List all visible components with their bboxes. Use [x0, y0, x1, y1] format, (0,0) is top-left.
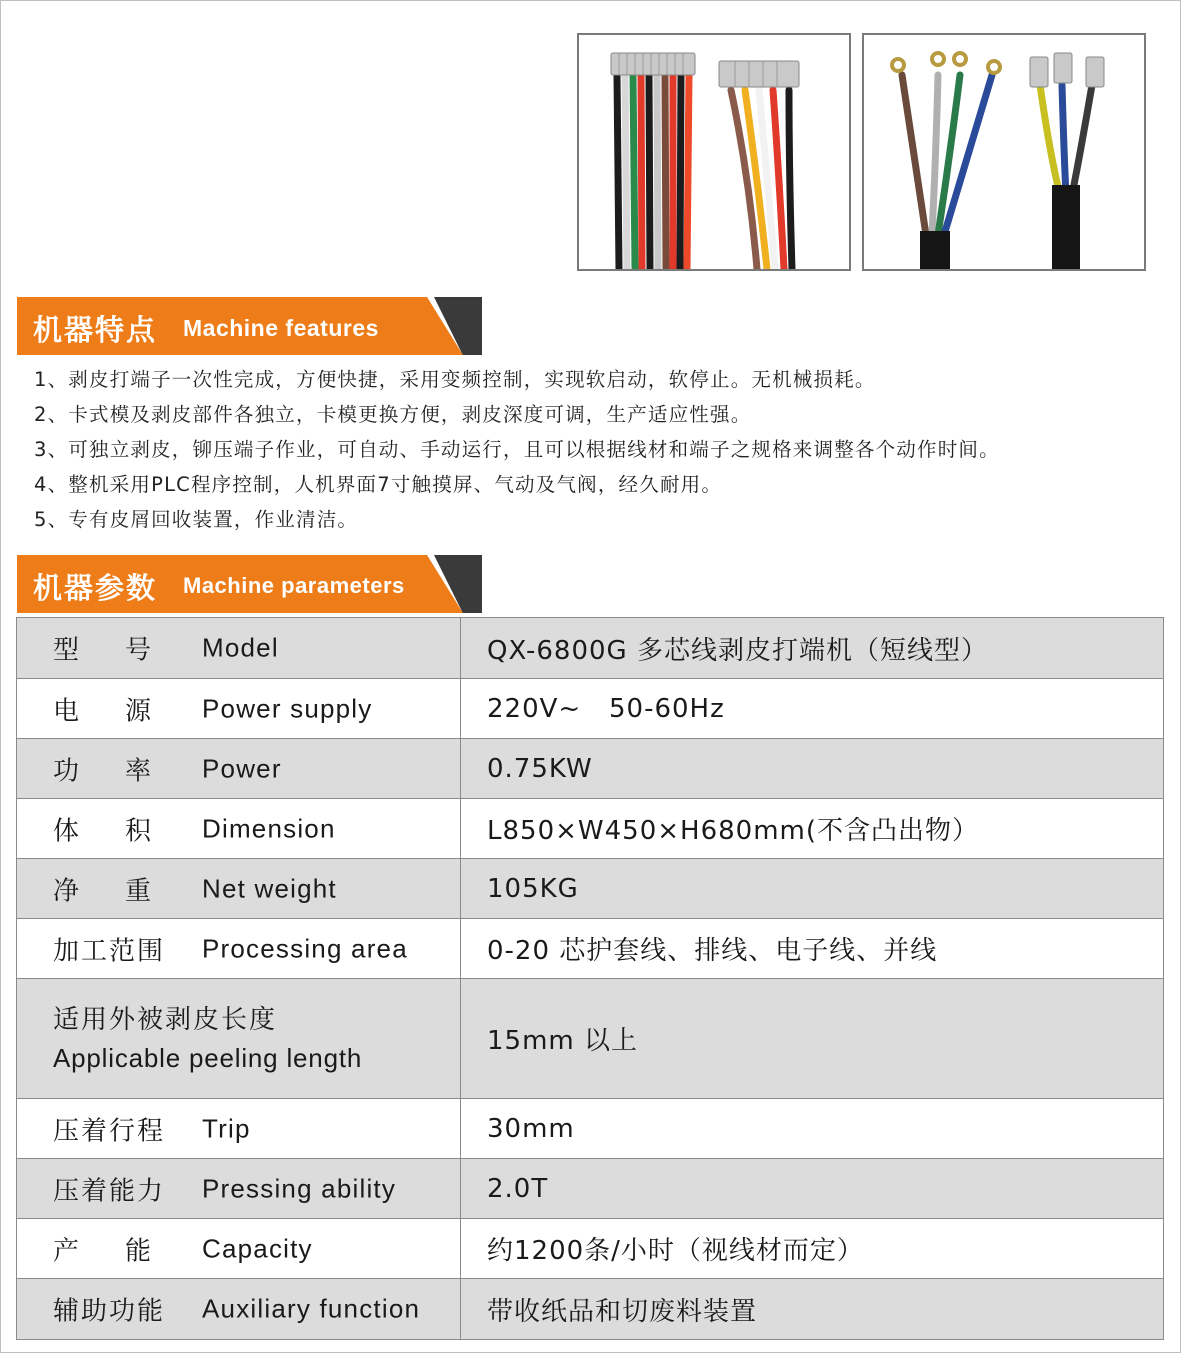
features-title-en: Machine features [183, 315, 379, 341]
params-banner [17, 555, 482, 615]
param-label-cell [17, 799, 461, 859]
param-value: 0-20 芯护套线、排线、电子线、并线 [461, 919, 1164, 979]
table-row [17, 1159, 1164, 1219]
param-value: 105KG [461, 859, 1164, 919]
wire-harness-photo-right [862, 33, 1146, 271]
table-row [17, 799, 1164, 859]
param-label-two-line [53, 1001, 362, 1077]
table-row [17, 859, 1164, 919]
param-value: 带收纸品和切废料装置 [461, 1279, 1164, 1340]
param-label-cell [17, 1159, 461, 1219]
feature-item: 1、剥皮打端子一次性完成，方便快捷，采用变频控制，实现软启动，软停止。无机械损耗。 [34, 368, 876, 391]
param-label-zh: 产能 [53, 1236, 198, 1266]
param-value: 15mm 以上 [461, 979, 1164, 1099]
param-label-cell [17, 919, 461, 979]
params-title-zh: 机器参数 [33, 571, 158, 605]
param-label-cell [17, 618, 461, 679]
param-label-zh: 压着行程 [53, 1116, 166, 1146]
param-value: 约1200条/小时（视线材而定） [461, 1219, 1164, 1279]
param-label-cell [17, 859, 461, 919]
parameters-table [16, 617, 1164, 1340]
param-label-cell [17, 679, 461, 739]
features-list [34, 362, 1000, 537]
param-label-en: Capacity [202, 1233, 313, 1263]
param-label-en: Applicable peeling length [53, 1042, 363, 1073]
param-label-zh: 体积 [53, 816, 198, 846]
param-value: 0.75KW [461, 739, 1164, 799]
param-label-cell [17, 1099, 461, 1159]
feature-item: 3、可独立剥皮，铆压端子作业，可自动、手动运行，且可以根据线材和端子之规格来调整各个动作时间。 [34, 438, 1000, 461]
table-row [17, 679, 1164, 739]
param-label-zh: 辅助功能 [53, 1296, 166, 1327]
param-value: L850×W450×H680mm(不含凸出物） [461, 799, 1164, 859]
param-label-zh: 型号 [53, 635, 198, 666]
param-value: 2.0T [461, 1159, 1164, 1219]
param-label-zh: 功率 [53, 756, 198, 786]
param-label-zh: 加工范围 [53, 936, 166, 966]
param-label-en: Trip [202, 1113, 251, 1143]
feature-item: 2、卡式模及剥皮部件各独立，卡模更换方便，剥皮深度可调，生产适应性强。 [34, 403, 752, 426]
param-label-en: Auxiliary function [202, 1293, 421, 1324]
table-row [17, 618, 1164, 679]
table-row [17, 1279, 1164, 1340]
features-banner [17, 297, 482, 357]
param-value: 220V~ 50-60Hz [461, 679, 1164, 739]
param-label-en: Dimension [202, 813, 336, 843]
features-title-zh: 机器特点 [33, 313, 158, 347]
table-row [17, 1219, 1164, 1279]
param-label-en: Model [202, 632, 279, 663]
param-label-cell [17, 979, 461, 1099]
param-label-en: Net weight [202, 873, 337, 903]
wire-harness-photo-left [577, 33, 851, 271]
param-label-cell [17, 739, 461, 799]
feature-item: 5、专有皮屑回收装置，作业清洁。 [34, 508, 359, 531]
param-label-cell [17, 1219, 461, 1279]
table-row [17, 1099, 1164, 1159]
param-label-zh: 电源 [53, 696, 198, 726]
param-label-zh: 压着能力 [53, 1176, 166, 1206]
param-label-zh: 净重 [53, 876, 198, 906]
param-label-cell [17, 1279, 461, 1340]
table-row [17, 919, 1164, 979]
param-label-zh: 适用外被剥皮长度 [53, 1004, 278, 1035]
table-row [17, 979, 1164, 1099]
param-value: QX-6800G 多芯线剥皮打端机（短线型） [461, 618, 1164, 679]
params-title-en: Machine parameters [183, 573, 405, 598]
param-value: 30mm [461, 1099, 1164, 1159]
feature-item: 4、整机采用PLC程序控制，人机界面7寸触摸屏、气动及气阀，经久耐用。 [34, 473, 723, 496]
param-label-en: Pressing ability [202, 1173, 397, 1203]
param-label-en: Power supply [202, 693, 373, 723]
param-label-en: Power [202, 753, 282, 783]
table-row [17, 739, 1164, 799]
param-label-en: Processing area [202, 933, 408, 963]
